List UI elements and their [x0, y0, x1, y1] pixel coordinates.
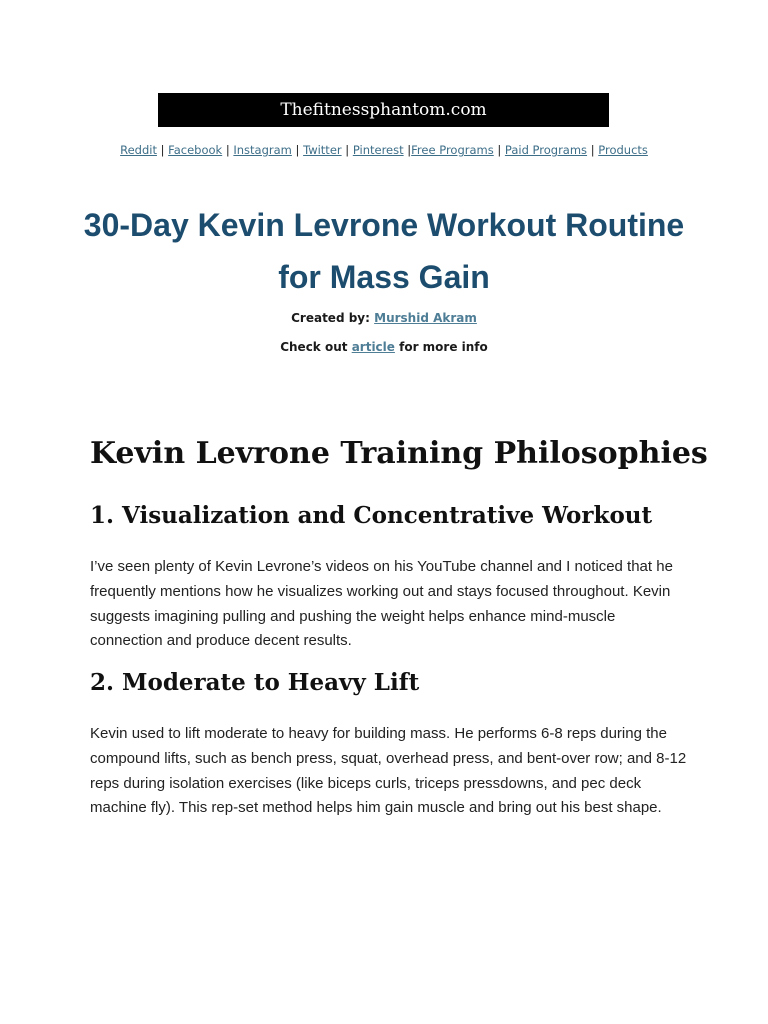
- link-separator: |: [345, 143, 350, 157]
- subsection-heading: 1. Visualization and Concentrative Workout: [90, 502, 653, 529]
- link-separator: |: [295, 143, 300, 157]
- subsection-paragraph: Kevin used to lift moderate to heavy for building mass. He performs 6-8 reps during the compound lifts, such as bench press, squat, overhead press, and bent-over row; and 8-12 reps during isolation exercises (like biceps curls, triceps pressdowns, and pec deck machine fly). This rep-set method helps him gain muscle and bring out his best shape.: [90, 725, 687, 817]
- author-link[interactable]: Murshid Akram: [374, 311, 477, 325]
- link-twitter[interactable]: Twitter: [303, 143, 342, 157]
- link-separator: |: [407, 143, 412, 157]
- link-separator: |: [160, 143, 165, 157]
- subsection-paragraph: I’ve seen plenty of Kevin Levrone’s videos on his YouTube channel and I noticed that he frequently mentions how he visualizes working out and stays focused throughout. Kevin suggests imagining pulling and pushing the weight helps enhance mind-muscle connection and produce decent results.: [90, 558, 673, 650]
- created-by-line: [0, 311, 768, 325]
- site-banner: [158, 93, 609, 127]
- article-link[interactable]: article: [351, 340, 395, 354]
- link-reddit[interactable]: Reddit: [120, 143, 157, 157]
- created-by-label: Created by:: [291, 311, 370, 325]
- check-out-prefix: Check out: [280, 340, 348, 354]
- link-products[interactable]: Products: [598, 143, 648, 157]
- link-separator: |: [590, 143, 595, 157]
- link-pinterest[interactable]: Pinterest: [352, 143, 404, 157]
- link-facebook[interactable]: Facebook: [168, 143, 223, 157]
- link-free-programs[interactable]: Free Programs: [411, 143, 494, 157]
- page-title: 30-Day Kevin Levrone Workout Routine for Mass Gain: [83, 207, 685, 295]
- social-links-bar: [0, 143, 768, 157]
- link-instagram[interactable]: Instagram: [233, 143, 292, 157]
- check-out-line: [0, 340, 768, 354]
- section-heading: Kevin Levrone Training Philosophies: [90, 436, 708, 471]
- check-out-suffix: for more info: [399, 340, 488, 354]
- link-paid-programs[interactable]: Paid Programs: [504, 143, 588, 157]
- link-separator: |: [497, 143, 502, 157]
- site-name: Thefitnessphantom.com: [280, 100, 487, 120]
- link-separator: |: [225, 143, 230, 157]
- subsection-heading: 2. Moderate to Heavy Lift: [90, 669, 420, 696]
